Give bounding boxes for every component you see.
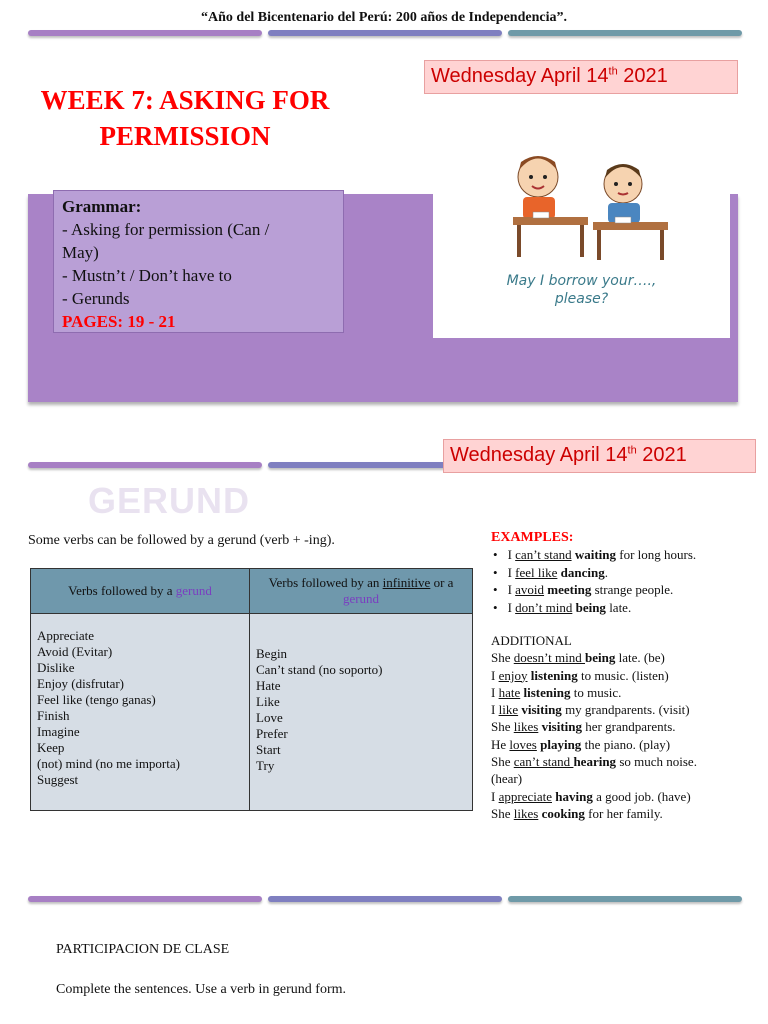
- grammar-item: - Mustn’t / Don’t have to: [62, 266, 232, 285]
- sentence-ul: avoid: [515, 582, 545, 597]
- participation-heading: PARTICIPACION DE CLASE: [56, 942, 230, 957]
- sentence-bold: hearing: [573, 754, 617, 770]
- additional-item: [491, 649, 761, 666]
- grammar-item: - Gerunds: [62, 289, 130, 308]
- sentence-pre: I: [491, 702, 499, 718]
- gerund-verbs-cell: [31, 614, 250, 811]
- infinitive-verbs-cell: [250, 614, 473, 811]
- sentence-bold: visiting: [518, 702, 562, 718]
- divider-bar: [268, 896, 502, 902]
- divider-bar: [508, 896, 742, 902]
- additional-item: [491, 736, 761, 753]
- verb-item: Imagine: [37, 724, 80, 739]
- verb-item: Dislike: [37, 660, 75, 675]
- sentence-post: to music.: [570, 684, 622, 700]
- grammar-box: [53, 190, 344, 333]
- verb-item: Can’t stand (no soporto): [256, 662, 383, 677]
- date-suffix: th: [608, 65, 618, 78]
- sentence-ul: enjoy: [498, 667, 528, 683]
- verb-item: Keep: [37, 740, 65, 755]
- date-box: [443, 439, 756, 473]
- sentence-ul: likes: [513, 805, 539, 821]
- sentence-bold: dancing: [557, 564, 605, 580]
- verb-item: Like: [256, 694, 280, 709]
- header-text: Verbs followed by an: [268, 575, 383, 590]
- sentence-ul: don’t mind: [515, 599, 573, 615]
- sentence-pre: I: [507, 599, 516, 615]
- verb-item: Hate: [256, 678, 281, 693]
- divider-bar: [268, 30, 502, 36]
- sentence-post: the piano. (play): [581, 736, 671, 752]
- table-row: [31, 614, 473, 811]
- sentence-pre: I: [507, 547, 516, 562]
- verb-item: Suggest: [37, 772, 79, 787]
- sentence-ul: doesn’t mind: [513, 650, 586, 666]
- verb-item: Finish: [37, 708, 70, 723]
- sentence-post: for long hours.: [616, 547, 697, 562]
- illustration-caption: [433, 272, 730, 308]
- sentence-bold: having: [552, 788, 593, 804]
- verb-item: Avoid (Evitar): [37, 644, 113, 659]
- header-infinitive-word: infinitive: [382, 575, 431, 590]
- grammar-heading: Grammar:: [62, 197, 142, 216]
- sentence-ul: like: [498, 702, 519, 718]
- divider-bar: [28, 30, 262, 36]
- week-title-line2: PERMISSION: [99, 121, 271, 151]
- sentence-ul: appreciate: [498, 788, 552, 804]
- verb-item: Love: [256, 710, 283, 725]
- header-gerund-word: gerund: [175, 583, 212, 598]
- additional-list: [491, 649, 761, 822]
- grammar-item: - Asking for permission (Can /: [62, 220, 270, 239]
- sentence-pre: I: [507, 564, 516, 580]
- date-text: Wednesday April 14: [450, 444, 628, 466]
- table-header-infinitive: [250, 569, 473, 614]
- date-year: 2021: [636, 444, 687, 466]
- table-header-gerund: [31, 569, 250, 614]
- sentence-ul: loves: [509, 736, 537, 752]
- additional-item: [491, 701, 761, 718]
- exercise-instruction: Complete the sentences. Use a verb in gerund form.: [56, 982, 347, 997]
- sentence-bold: visiting: [538, 719, 583, 735]
- sentence-pre: (hear): [491, 771, 523, 787]
- divider-bar: [28, 462, 262, 468]
- examples-section: [491, 530, 761, 822]
- sentence-post: my grandparents. (visit): [561, 702, 690, 718]
- sentence-post: a good job. (have): [592, 788, 691, 804]
- sentence-post: her grandparents.: [582, 719, 676, 735]
- sentence-post: so much noise.: [616, 754, 697, 770]
- verb-item: Enjoy (disfrutar): [37, 676, 125, 691]
- verb-item: Start: [256, 742, 281, 757]
- caption-line2: please?: [554, 291, 609, 307]
- examples-heading: EXAMPLES:: [491, 530, 574, 545]
- additional-item: [491, 788, 761, 805]
- sentence-bold: waiting: [571, 547, 617, 562]
- sentence-pre: She: [491, 754, 514, 770]
- grammar-pages: PAGES: 19 - 21: [62, 312, 176, 331]
- header-gerund-word: gerund: [342, 591, 380, 606]
- sentence-ul: feel like: [515, 564, 558, 580]
- example-item: [491, 564, 761, 582]
- sentence-ul: likes: [513, 719, 539, 735]
- verb-item: (not) mind (no me importa): [37, 756, 180, 771]
- sentence-post: for her family.: [584, 805, 663, 821]
- additional-item: [491, 805, 761, 822]
- date-suffix: th: [627, 444, 637, 457]
- header-text: or a: [430, 575, 454, 590]
- sentence-ul: hate: [498, 684, 521, 700]
- verb-item: Try: [256, 758, 275, 773]
- permission-illustration: [433, 122, 730, 338]
- top-divider: [28, 30, 742, 36]
- sentence-bold: cooking: [538, 805, 585, 821]
- verb-item: Begin: [256, 646, 288, 661]
- additional-item: [491, 753, 761, 770]
- additional-item: [491, 718, 761, 735]
- sentence-pre: I: [491, 788, 499, 804]
- sentence-bold: listening: [520, 684, 571, 700]
- additional-item: [491, 667, 761, 684]
- examples-list: [491, 546, 761, 616]
- ghost-title: GERUND: [88, 480, 251, 521]
- sentence-ul: can’t stand: [513, 754, 574, 770]
- sentence-bold: playing: [536, 736, 582, 752]
- table-header-row: [31, 569, 473, 614]
- week-title: [20, 82, 350, 154]
- caption-line1: May I borrow your….,: [506, 273, 657, 289]
- sentence-pre: I: [507, 582, 516, 597]
- verbs-table: [30, 568, 473, 811]
- header-motto: “Año del Bicentenario del Perú: 200 años de Independencia”.: [201, 10, 567, 25]
- sentence-bold: meeting: [544, 582, 592, 597]
- divider-bar: [28, 896, 262, 902]
- divider-bar: [508, 30, 742, 36]
- example-item: [491, 581, 761, 599]
- sentence-post: strange people.: [591, 582, 674, 597]
- sentence-pre: She: [491, 719, 514, 735]
- bottom-divider: [28, 896, 742, 902]
- sentence-pre: He: [491, 736, 510, 752]
- example-item: [491, 599, 761, 617]
- date-box: [424, 60, 738, 94]
- sentence-pre: She: [491, 805, 514, 821]
- additional-item: [491, 684, 761, 701]
- sentence-pre: I: [491, 667, 499, 683]
- verb-item: Prefer: [256, 726, 288, 741]
- sentence-post: late. (be): [615, 650, 665, 666]
- sentence-pre: She: [491, 650, 514, 666]
- verb-item: Appreciate: [37, 628, 95, 643]
- gerund-intro: Some verbs can be followed by a gerund (verb + -ing).: [28, 533, 335, 548]
- additional-heading: ADDITIONAL: [491, 633, 572, 648]
- header-text: Verbs followed by a: [68, 583, 176, 598]
- sentence-bold: listening: [527, 667, 578, 683]
- sentence-bold: being: [585, 650, 616, 666]
- sentence-post: .: [604, 564, 608, 580]
- additional-item: [491, 770, 761, 787]
- verb-item: Feel like (tengo ganas): [37, 692, 156, 707]
- date-text: Wednesday April 14: [431, 65, 609, 87]
- date-year: 2021: [617, 65, 668, 87]
- grammar-item: May): [62, 243, 99, 262]
- example-item: [491, 546, 761, 564]
- sentence-post: late.: [605, 599, 632, 615]
- sentence-post: to music. (listen): [577, 667, 669, 683]
- sentence-pre: I: [491, 684, 499, 700]
- sentence-ul: can’t stand: [515, 547, 572, 562]
- week-title-line1: WEEK 7: ASKING FOR: [40, 85, 330, 115]
- sentence-bold: being: [572, 599, 606, 615]
